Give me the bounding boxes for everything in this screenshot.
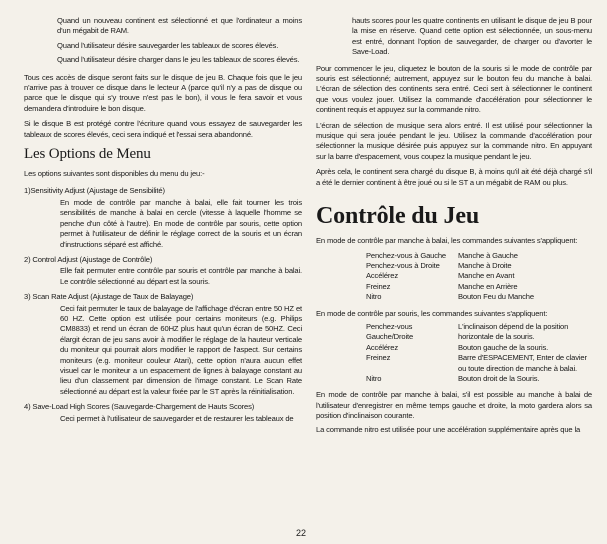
table-cell: Nitro — [366, 373, 382, 383]
table-cell: Freinez — [366, 353, 391, 363]
left-column — [24, 16, 302, 429]
paragraph: Les options suivantes sont disponibles du menu du jeu:- — [24, 169, 205, 179]
intro-line-3: Quand l'utilisateur désire charger dans le jeu les tableaux de scores élevés. — [57, 55, 300, 65]
table-cell: Penchez-vous à Gauche — [366, 250, 447, 260]
paragraph: Tous ces accès de disque seront faits sur le disque de jeu B. Chaque fois que le jeu n'arrive pas à trouver ce disque dans le lecteur A (parce qu'il n'y a pas de disque ou parce que le disque qui s'y trouve n'est pas le bon), il vous le fera savoir et vous demandera d'introduire le bon disque. — [24, 72, 302, 113]
table-row — [366, 374, 592, 384]
page-number: 22 — [296, 528, 307, 538]
table-cell: Bouton gauche de la souris. — [458, 342, 549, 352]
right-column — [316, 16, 592, 440]
table-cell: Nitro — [366, 292, 382, 302]
table-cell: Penchez-vous Gauche/Droite — [366, 321, 414, 342]
table-cell: Penchez-vous à Droite — [366, 260, 440, 270]
paragraph: En mode de contrôle par manche à balai, les commandes suivantes s'appliquent: — [316, 236, 578, 246]
paragraph: La commande nitro est utilisée pour une accélération supplémentaire après que la — [316, 424, 581, 434]
table-cell: Manche à Droite — [458, 260, 512, 270]
table-row — [366, 271, 534, 281]
paragraph: Après cela, le continent sera chargé du disque B, à moins qu'il ait été déjà chargé s'il a été le dernier continent à être joué ou si le ST a un mégabit de RAM ou plus. — [316, 167, 592, 187]
table-row — [366, 251, 534, 261]
table-cell: Manche en Avant — [458, 271, 515, 281]
option-4-body: Ceci permet à l'utilisateur de sauvegarder et de restaurer les tableaux de — [60, 413, 294, 423]
table-cell: Bouton droit de la Souris. — [458, 373, 540, 383]
table-cell: Barre d'ESPACEMENT, Enter de clavier ou toute direction de manche à balai. — [458, 353, 587, 373]
option-4-title: 4) Save-Load High Scores (Sauvegarde-Chargement de Hauts Scores) — [24, 402, 255, 412]
table-row — [366, 292, 534, 302]
option-3-title: 3) Scan Rate Adjust (Ajustage de Taux de Balayage) — [24, 292, 194, 302]
paragraph: En mode de contrôle par manche à balai, s'il est possible au manche à balai de l'utilisateur d'enregistrer en même temps gauche et droite, la moto gardera alors sa position d'inclinaison courante. — [316, 390, 592, 421]
table-row — [366, 343, 592, 353]
table-cell: Bouton Feu du Manche — [458, 292, 534, 302]
intro-line-2: Quand l'utilisateur désire sauvegarder les tableaux de scores élevés. — [57, 40, 279, 50]
mouse-controls-table — [366, 322, 592, 384]
section-heading-menu-options: Les Options de Menu — [24, 146, 151, 163]
table-row — [366, 353, 592, 374]
paragraph: L'écran de sélection de musique sera alors entré. Il est utilisé pour sélectionner la musique qui sera jouée pendant le jeu. Utilisez la commande d'accélération pour sélectionner la musique désirée puis appuyez sur la commande nitro. En appuyant sur la barre d'espacement, vous coupez la musique pendant le jeu. — [316, 120, 592, 161]
option-1-body: En mode de contrôle par manche à balai, elle fait tourner les trois sensibilités de manche à balai en cercle (vitesse à laquelle l'homme se penche d'un côté à l'autre). En mode de contrôle par souris, cette option permet à l'utilisateur de définir le réglage correct de la souris et un écran d'instructions séparé est affiché. — [60, 197, 302, 249]
option-2-body: Elle fait permuter entre contrôle par souris et contrôle par manche à balai. Le contrôle sélectionné au départ est la souris. — [60, 266, 302, 286]
section-heading-game-control: Contrôle du Jeu — [316, 203, 480, 230]
table-cell: Freinez — [366, 281, 391, 291]
option-1-title: 1)Sensitivity Adjust (Ajustage de Sensibilité) — [24, 186, 165, 196]
table-row — [366, 322, 592, 343]
table-cell: Accélérez — [366, 271, 398, 281]
joystick-controls-table — [366, 251, 534, 303]
paragraph: Si le disque B est protégé contre l'écriture quand vous essayez de sauvegarder les tableaux de scores élevés, ceci sera indiqué et l'essai sera abandonné. — [24, 119, 302, 139]
option-4-continued: hauts scores pour les quatre continents en utilisant le disque de jeu B pour la mise en réserve. Quand cette option est sélectionnée, un sous-menu est entré, donnant l'option de sauvegarder, de charger ou d'avorter le Save-Load. — [352, 16, 592, 57]
option-3-body: Ceci fait permuter le taux de balayage de l'affichage d'écran entre 50 HZ et 60 HZ. Cette option est utilisée pour certains moniteurs (e.g. Philips CM8833) et rend un écran de 60HZ plus haut qu'un écran de 50HZ. Ceci élargit écran de jeu sans avoir à modifier le réglage de la hauteur verticale du moniteur qui pourrait alors modifier le rapport de l'aspect. Sur certains moniteurs (e.g. moniteur couleur Atari), cette option n'aura aucun effet visuel car le moniteur a un espacement de lignes à balayage constant au lieu d'un classement par dimension de l'image constant. Le Scan Rate sélectionné au départ est la valeur fixée par le ST après la réinitialisation. — [60, 303, 302, 396]
table-cell: Manche en Arrière — [458, 281, 518, 291]
paragraph: Pour commencer le jeu, cliquetez le bouton de la souris si le mode de contrôle par souris est sélectionné; autrement, appuyez sur le bouton feu du manche à balai. L'écran de sélection des continents sera entré. Ceci sert à sélectionner le continent que vous voulez jouer. Utilisez la commande d'accélération pour sélectionner le continent requis et appuyez sur la commande nitro. — [316, 63, 592, 115]
table-cell: Accélérez — [366, 342, 398, 352]
table-row — [366, 282, 534, 292]
table-row — [366, 261, 534, 271]
table-cell: Manche à Gauche — [458, 250, 518, 260]
intro-line-1: Quand un nouveau continent est sélectionné et que l'ordinateur a moins d'un mégabit de RAM. — [57, 16, 302, 36]
option-2-title: 2) Control Adjust (Ajustage de Contrôle) — [24, 254, 153, 264]
paragraph: En mode de contrôle par souris, les commandes suivantes s'appliquent: — [316, 308, 548, 318]
table-cell: L'inclinaison dépend de la position horizontale de la souris. — [458, 321, 569, 342]
